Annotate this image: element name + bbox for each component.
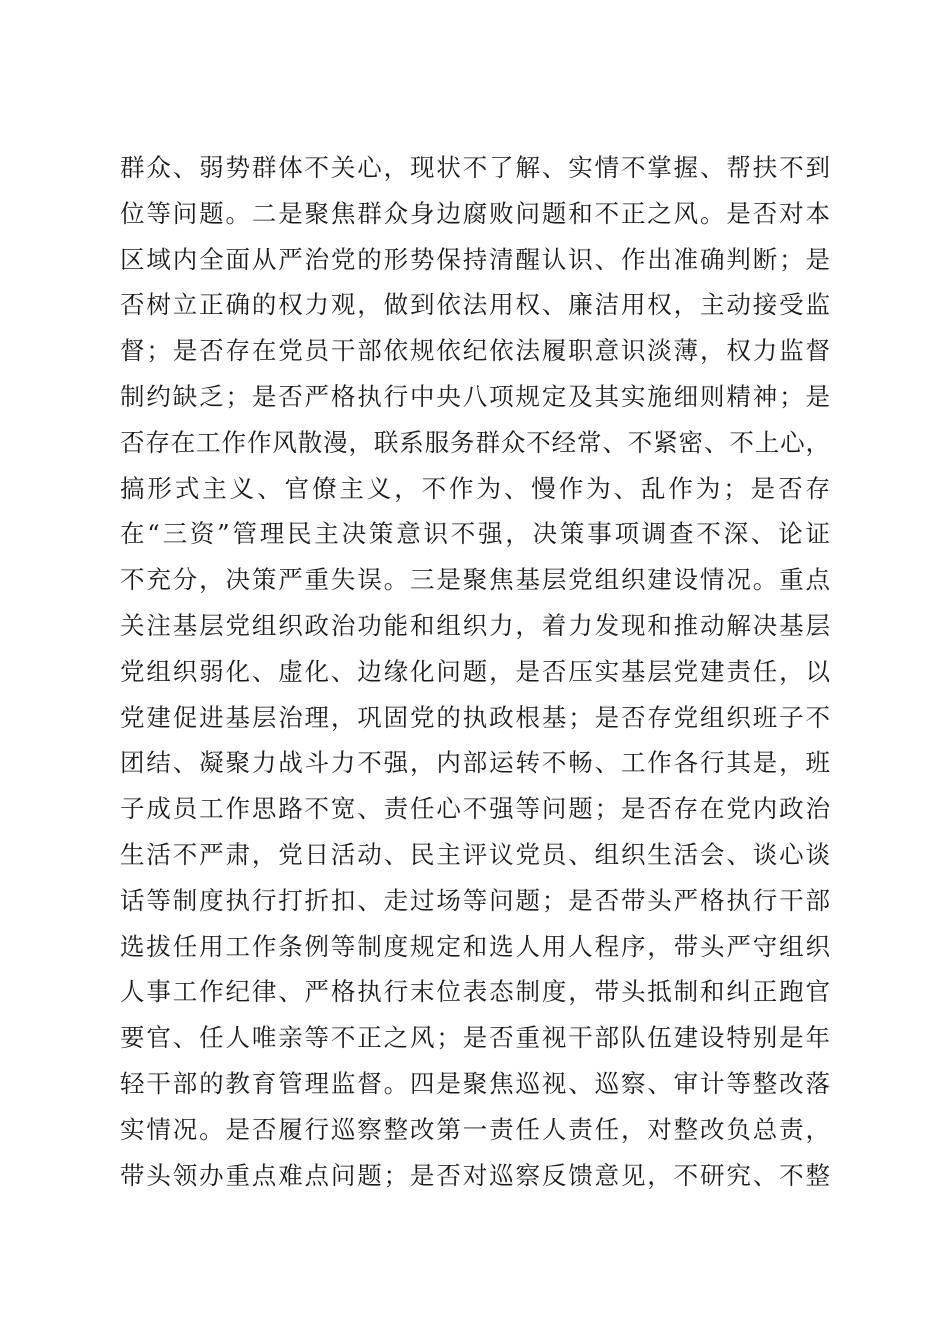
text-line-6: 制约缺乏；是否严格执行中央八项规定及其实施细则精神；是 [120, 381, 830, 411]
text-line-12: 党组织弱化、虚化、边缘化问题，是否压实基层党建责任，以 [120, 656, 830, 686]
text-line-1: 群众、弱势群体不关心，现状不了解、实情不掌握、帮扶不到 [120, 153, 830, 182]
text-line-14: 团结、凝聚力战斗力不强，内部运转不畅、工作各行其是，班 [120, 748, 830, 778]
text-line-15: 子成员工作思路不宽、责任心不强等问题；是否存在党内政治 [120, 794, 830, 824]
text-line-3: 区域内全面从严治党的形势保持清醒认识、作出准确判断；是 [120, 244, 830, 274]
text-line-21: 轻干部的教育管理监督。四是聚焦巡视、巡察、审计等整改落 [120, 1068, 830, 1098]
text-line-9: 在“三资”管理民主决策意识不强，决策事项调查不深、论证 [120, 519, 830, 549]
text-line-7: 否存在工作作风散漫，联系服务群众不经常、不紧密、不上心， [120, 427, 830, 457]
text-line-17: 话等制度执行打折扣、走过场等问题；是否带头严格执行干部 [120, 885, 830, 915]
text-line-16: 生活不严肃，党日活动、民主评议党员、组织生活会、谈心谈 [120, 839, 830, 869]
text-line-10: 不充分，决策严重失误。三是聚焦基层党组织建设情况。重点 [120, 565, 830, 595]
text-line-22: 实情况。是否履行巡察整改第一责任人责任，对整改负总责， [120, 1114, 830, 1144]
text-line-23: 带头领办重点难点问题；是否对巡察反馈意见，不研究、不整 [120, 1160, 830, 1190]
body-text [120, 145, 830, 1198]
text-line-8: 搞形式主义、官僚主义，不作为、慢作为、乱作为；是否存 [120, 473, 830, 503]
text-line-13: 党建促进基层治理，巩固党的执政根基；是否存党组织班子不 [120, 702, 830, 732]
text-line-5: 督；是否存在党员干部依规依纪依法履职意识淡薄，权力监督 [120, 336, 830, 366]
text-line-18: 选拔任用工作条例等制度规定和选人用人程序，带头严守组织 [120, 931, 830, 961]
text-line-19: 人事工作纪律、严格执行末位表态制度，带头抵制和纠正跑官 [120, 977, 830, 1007]
text-line-11: 关注基层党组织政治功能和组织力，着力发现和推动解决基层 [120, 610, 830, 640]
text-line-4: 否树立正确的权力观，做到依法用权、廉洁用权，主动接受监 [120, 290, 830, 320]
text-line-20: 要官、任人唯亲等不正之风；是否重视干部队伍建设特别是年 [120, 1023, 830, 1053]
text-line-2: 位等问题。二是聚焦群众身边腐败问题和不正之风。是否对本 [120, 198, 830, 228]
